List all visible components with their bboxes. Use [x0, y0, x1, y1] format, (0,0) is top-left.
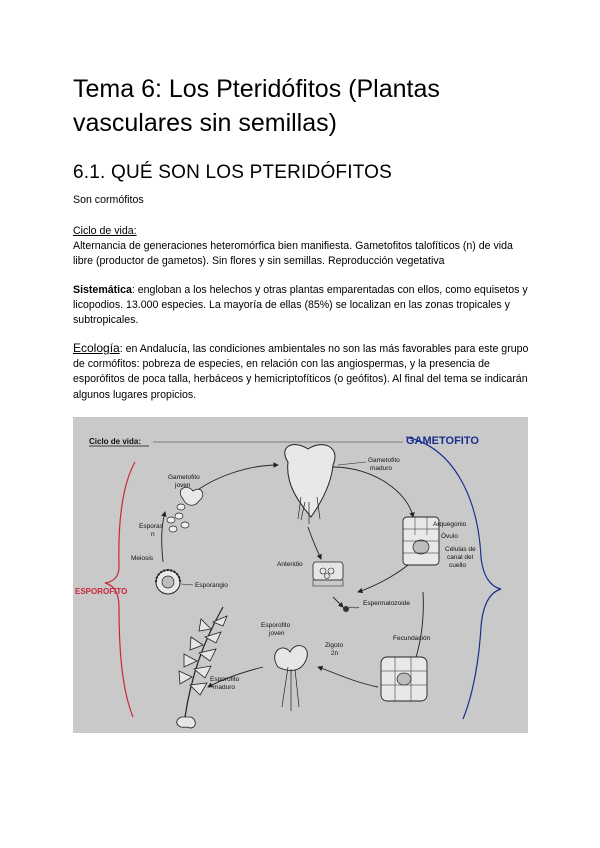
ecologia-text: : en Andalucía, las condiciones ambientales no son las más favorables para este grupo de cormófitos: pobreza de especies, en relación con las angiospermas, y la presencia de esporófitos de poca talla, herbáceos y hemicriptofíticos (o geófitos). Al final del tema se indicarán algunos lugares propicios.	[73, 343, 529, 401]
esporofito-maduro-shape	[177, 607, 227, 728]
label-esporofito-maduro-1: Esporofito	[210, 676, 240, 683]
label-fecundacion: Fecundación	[393, 635, 431, 642]
page-title: Tema 6: Los Pteridófitos (Plantas vasculares sin semillas)	[73, 75, 440, 137]
ciclo-paragraph	[73, 224, 533, 270]
label-esporofito-joven-2: joven	[269, 630, 285, 637]
label-celulas-3: cuello	[449, 562, 466, 569]
label-esporofito-joven-1: Esporofito	[261, 622, 291, 629]
life-cycle-diagram	[73, 417, 528, 733]
sistematica-text: : engloban a los helechos y otras plantas emparentadas con ellos, como equisetos y licopodios. 13.000 especies. La mayoría de ellas (85%) se localizan en las zonas tropicales y subtropicales.	[73, 284, 528, 327]
label-gametofito-joven-1: Gametofito	[168, 474, 200, 481]
ciclo-label: Ciclo de vida:	[73, 225, 137, 237]
label-meiosis: Meiosis	[131, 555, 154, 562]
diagram-header: Ciclo de vida:	[89, 437, 142, 446]
ecologia-paragraph	[73, 341, 533, 403]
ecologia-label: Ecología	[73, 341, 120, 355]
label-esporas-1: Esporas	[139, 523, 163, 530]
sistematica-paragraph	[73, 283, 533, 329]
esporofito-label: ESPOROFITO	[75, 587, 128, 596]
label-esporofito-maduro-2: maduro	[213, 684, 236, 691]
gametofito-maduro-shape	[285, 445, 335, 517]
ciclo-text: Alternancia de generaciones heteromórfica bien manifiesta. Gametofitos talofíticos (n) de vida libre (productor de gametos). Sin flores y sin semillas. Reproducción vegetativa	[73, 240, 513, 268]
esporas-group	[167, 504, 189, 532]
label-cigoto-2: 2n	[331, 650, 339, 657]
intro-text: Son cormófitos	[73, 194, 144, 206]
esporofito-joven-shape	[275, 646, 308, 671]
label-arquegonio: Arquegonio	[433, 521, 467, 528]
label-cigoto-1: Zigoto	[325, 642, 344, 649]
label-esporas-2: n	[151, 531, 155, 538]
label-anteridio: Anteridio	[277, 561, 303, 568]
label-espermatozoide: Espermatozoide	[363, 600, 410, 607]
sistematica-label: Sistemática	[73, 284, 132, 296]
label-celulas-1: Células de	[445, 546, 476, 553]
label-gametofito-maduro-2: maduro	[370, 465, 393, 472]
label-gametofito-joven-2: joven	[175, 482, 191, 489]
label-ovulo: Óvulo	[441, 533, 458, 540]
gametofito-label: GAMETOFITO	[406, 435, 479, 447]
label-celulas-2: canal del	[447, 554, 474, 561]
section-heading: 6.1. QUÉ SON LOS PTERIDÓFITOS	[73, 162, 393, 183]
label-esporangio: Esporangio	[195, 582, 228, 589]
life-cycle-figure	[73, 417, 528, 733]
label-gametofito-maduro-1: Gametofito	[368, 457, 400, 464]
